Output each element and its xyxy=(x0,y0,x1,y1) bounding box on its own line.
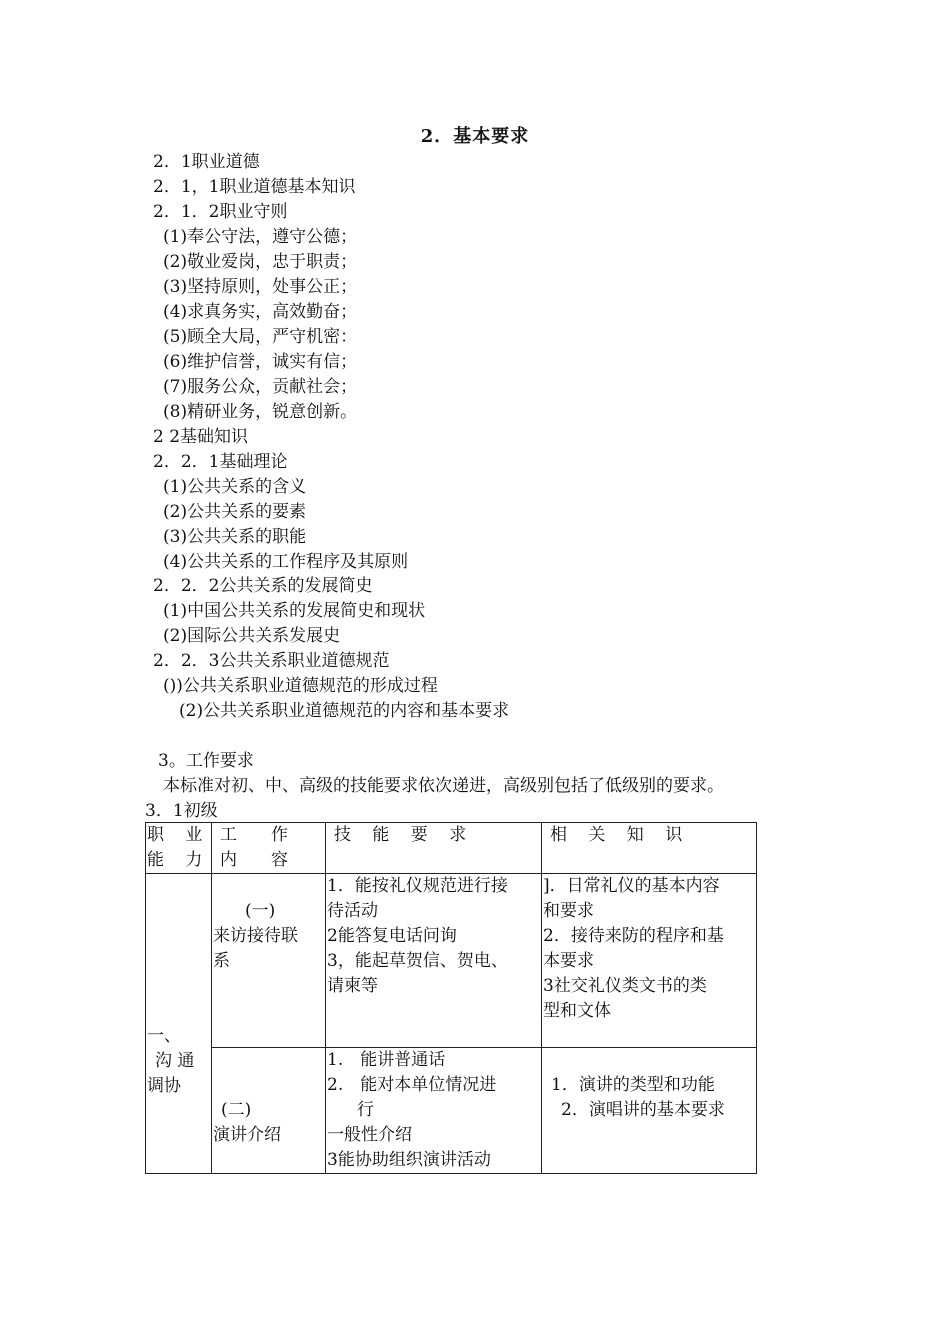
ability-line: 沟 通 xyxy=(155,1051,195,1071)
content-cell xyxy=(212,874,326,1048)
knowledge-cell xyxy=(542,1048,757,1174)
table-row xyxy=(146,1048,757,1174)
knowledge-line: 2．演唱讲的基本要求 xyxy=(561,1100,725,1120)
ethics-item: (2)公共关系职业道德规范的内容和基本要求 xyxy=(179,701,510,721)
heading-2-1-2: 2．1．2职业守则 xyxy=(153,202,288,222)
header-ability xyxy=(146,823,212,874)
ability-cell xyxy=(146,874,212,1174)
header-content-line: 工 作 xyxy=(220,825,288,845)
header-knowledge-label: 相 关 知 识 xyxy=(550,825,691,845)
rule-item: (8)精研业务，锐意创新。 xyxy=(163,402,358,422)
table-header-row xyxy=(146,823,757,874)
table-row xyxy=(146,874,757,1048)
skill-line: 3能协助组织演讲活动 xyxy=(327,1150,491,1170)
ability-line: 调协 xyxy=(147,1076,181,1096)
rule-item: (7)服务公众，贡献社会； xyxy=(163,377,358,397)
header-skill-label: 技 能 要 求 xyxy=(334,825,475,845)
theory-item: (3)公共关系的职能 xyxy=(163,527,307,547)
heading-2-2-3: 2．2．3公共关系职业道德规范 xyxy=(153,651,390,671)
section-title: 2．基本要求 xyxy=(420,126,530,147)
rule-item: (1)奉公守法，遵守公德； xyxy=(163,227,358,247)
theory-item: (1)公共关系的含义 xyxy=(163,477,307,497)
rule-item: (2)敬业爱岗，忠于职责； xyxy=(163,252,358,272)
content-cell xyxy=(212,1048,326,1174)
content-line: 来访接待联 xyxy=(213,926,298,946)
skill-line: 1. 能讲普通话 xyxy=(327,1050,446,1070)
ability-line: 一、 xyxy=(147,1026,181,1046)
header-ability-line: 能 力 xyxy=(147,850,211,870)
rule-item: (6)维护信誉，诚实有信； xyxy=(163,352,358,372)
skill-line: 行 xyxy=(357,1100,374,1120)
intro-paragraph: 本标准对初、中、高级的技能要求依次递进，高级别包括了低级别的要求。 xyxy=(163,776,724,796)
skill-line: 请柬等 xyxy=(327,976,378,996)
knowledge-line: ]．日常礼仪的基本内容 xyxy=(543,876,720,896)
knowledge-line: 1．演讲的类型和功能 xyxy=(551,1075,715,1095)
skills-cell xyxy=(326,1048,542,1174)
heading-3: 3。工作要求 xyxy=(158,751,254,771)
heading-2-2-2: 2．2．2公共关系的发展简史 xyxy=(153,576,373,596)
content-line: (一) xyxy=(245,901,276,921)
theory-item: (4)公共关系的工作程序及其原则 xyxy=(163,552,409,572)
content-line: 系 xyxy=(213,951,230,971)
skill-line: 3，能起草贺信、贺电、 xyxy=(327,951,508,971)
heading-2-1: 2．1职业道德 xyxy=(153,152,260,172)
heading-2-2-1: 2．2．1基础理论 xyxy=(153,452,288,472)
header-knowledge xyxy=(542,823,757,874)
content-line: (二) xyxy=(221,1100,252,1120)
history-item: (2)国际公共关系发展史 xyxy=(163,626,341,646)
heading-2-2: 2 2基础知识 xyxy=(153,427,249,447)
knowledge-cell xyxy=(542,874,757,1048)
rule-item: (3)坚持原则，处事公正； xyxy=(163,277,358,297)
knowledge-line: 3社交礼仪类文书的类 xyxy=(543,976,707,996)
skill-line: 待活动 xyxy=(327,901,378,921)
skills-cell xyxy=(326,874,542,1048)
requirements-table xyxy=(145,822,757,1174)
skill-line: 1．能按礼仪规范进行接 xyxy=(327,876,508,896)
knowledge-line: 本要求 xyxy=(543,951,594,971)
content-line: 演讲介绍 xyxy=(213,1125,281,1145)
header-content-line: 内 容 xyxy=(220,850,288,870)
history-item: (1)中国公共关系的发展简史和现状 xyxy=(163,601,426,621)
knowledge-line: 和要求 xyxy=(543,901,594,921)
skill-line: 一般性介绍 xyxy=(327,1125,412,1145)
header-content xyxy=(212,823,326,874)
skill-line: 2能答复电话问询 xyxy=(327,926,457,946)
header-ability-line: 职 业 xyxy=(147,825,211,845)
theory-item: (2)公共关系的要素 xyxy=(163,502,307,522)
skill-line: 2. 能对本单位情况进 xyxy=(327,1075,497,1095)
heading-2-1-1: 2．1，1职业道德基本知识 xyxy=(153,177,356,197)
rule-item: (5)顾全大局，严守机密： xyxy=(163,327,358,347)
knowledge-line: 2．接待来防的程序和基 xyxy=(543,926,724,946)
heading-3-1: 3．1初级 xyxy=(145,801,218,821)
knowledge-line: 型和文体 xyxy=(543,1001,611,1021)
header-skill xyxy=(326,823,542,874)
ethics-item: ())公共关系职业道德规范的形成过程 xyxy=(163,676,438,696)
rule-item: (4)求真务实，高效勤奋； xyxy=(163,302,358,322)
